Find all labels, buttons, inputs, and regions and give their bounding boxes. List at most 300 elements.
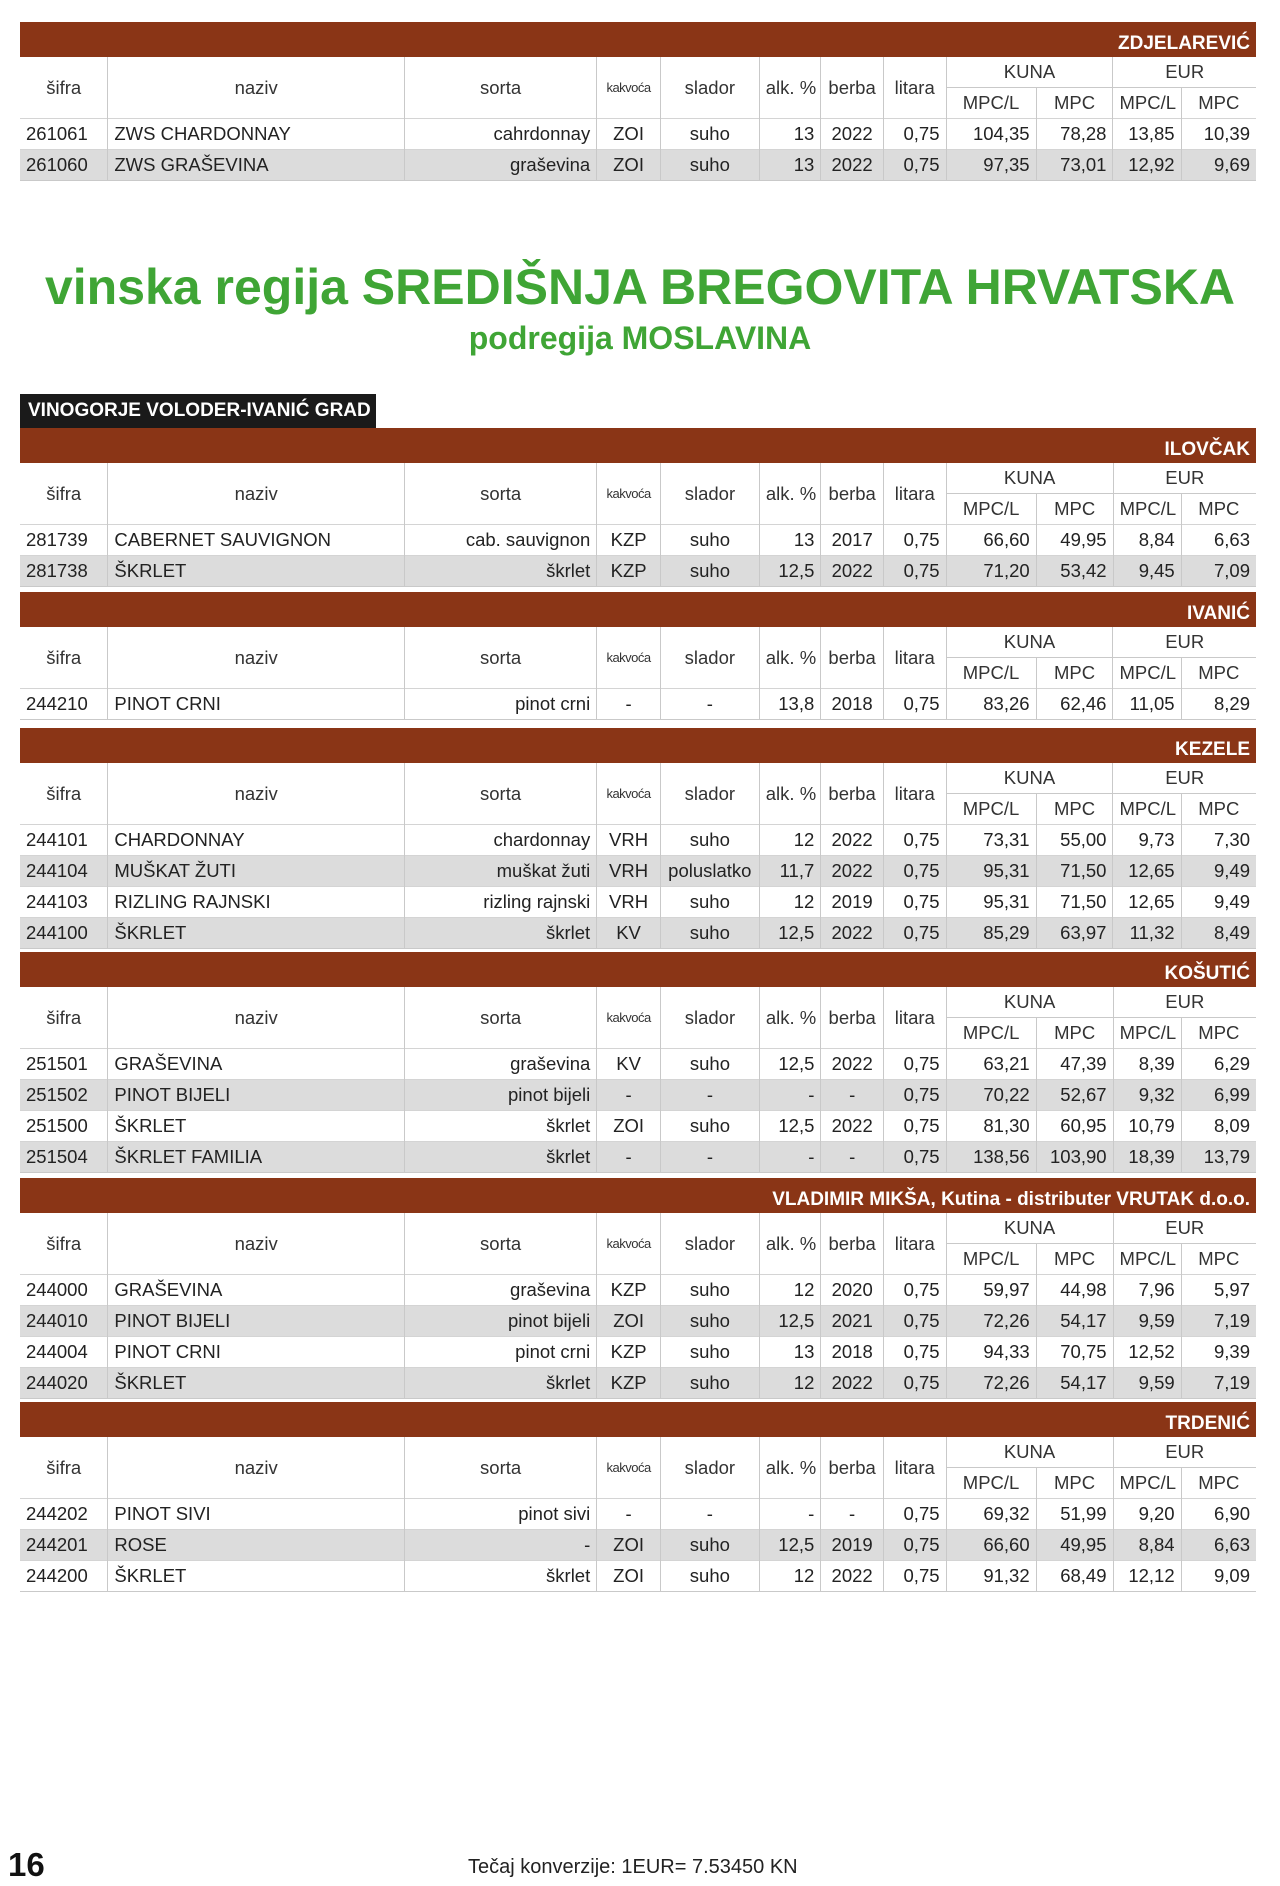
cell-sorta: pinot sivi — [404, 1499, 596, 1530]
col-header-eur-mpc: MPC — [1181, 1244, 1256, 1275]
cell-berba: 2019 — [821, 1530, 884, 1561]
col-header-alk: alk. % — [759, 57, 821, 119]
col-header-sifra: šifra — [20, 987, 108, 1049]
cell-sifra: 261060 — [20, 150, 108, 181]
cell-eur-mpc: 9,69 — [1181, 150, 1256, 181]
cell-berba: 2022 — [821, 1111, 884, 1142]
col-header-sorta: sorta — [405, 987, 597, 1049]
cell-kuna-mpcl: 97,35 — [946, 150, 1036, 181]
cell-alk: 13 — [759, 1337, 821, 1368]
cell-slador: suho — [660, 150, 759, 181]
cell-slador: suho — [661, 1111, 760, 1142]
col-header-alk: alk. % — [759, 1213, 821, 1275]
col-header-eur: EUR — [1165, 467, 1205, 488]
col-header-eur-mpcl: MPC/L — [1113, 1244, 1181, 1275]
table-row — [20, 689, 1256, 720]
col-header-litara: litara — [883, 627, 946, 689]
col-header-sorta: sorta — [405, 463, 597, 525]
col-header-kuna-mpc: MPC — [1036, 88, 1113, 119]
cell-berba: 2022 — [821, 556, 884, 587]
col-header-kuna-mpcl: MPC/L — [946, 1468, 1036, 1499]
col-header-slador: slador — [660, 57, 759, 119]
cell-berba: 2018 — [821, 1337, 884, 1368]
cell-kakvoca: ZOI — [597, 1111, 661, 1142]
col-header-eur-mpc: MPC — [1181, 1468, 1256, 1499]
cell-alk: 12 — [759, 887, 821, 918]
col-header-kakvoca: kakvoća — [597, 987, 661, 1049]
col-header-sifra: šifra — [20, 1213, 108, 1275]
col-header-kuna-mpc: MPC — [1036, 794, 1113, 825]
table-row — [20, 918, 1256, 949]
cell-sifra: 251500 — [20, 1111, 108, 1142]
cell-kuna-mpcl: 95,31 — [946, 856, 1036, 887]
col-header-kuna-mpc: MPC — [1036, 1018, 1113, 1049]
cell-alk: 12 — [759, 1275, 821, 1306]
producer-name: KEZELE — [20, 728, 1256, 763]
col-header-berba: berba — [821, 987, 884, 1049]
col-header-kuna: KUNA — [946, 987, 1113, 1018]
cell-slador: suho — [660, 1368, 759, 1399]
cell-sorta: rizling rajnski — [404, 887, 596, 918]
table-row — [20, 1049, 1256, 1080]
cell-kuna-mpc: 70,75 — [1036, 1337, 1113, 1368]
producer-table — [20, 952, 1256, 1173]
table-row — [20, 856, 1256, 887]
cell-sifra: 281738 — [20, 556, 108, 587]
col-header-litara: litara — [884, 987, 947, 1049]
col-header-eur-mpcl: MPC/L — [1113, 658, 1181, 689]
cell-naziv: ZWS CHARDONNAY — [108, 119, 405, 150]
cell-sifra: 251501 — [20, 1049, 108, 1080]
col-header-kakvoca: kakvoća — [597, 627, 661, 689]
cell-kuna-mpc: 62,46 — [1036, 689, 1113, 720]
cell-sifra: 244004 — [20, 1337, 108, 1368]
cell-alk: - — [759, 1142, 821, 1173]
cell-kuna-mpcl: 66,60 — [946, 1530, 1036, 1561]
cell-naziv: MUŠKAT ŽUTI — [108, 856, 405, 887]
producer-table — [20, 728, 1256, 949]
col-header-slador: slador — [660, 1437, 759, 1499]
table-row — [20, 150, 1256, 181]
col-header-sorta: sorta — [404, 57, 596, 119]
cell-eur-mpcl: 9,59 — [1113, 1306, 1181, 1337]
cell-sorta: graševina — [405, 1275, 597, 1306]
cell-sorta: cahrdonnay — [404, 119, 596, 150]
cell-sifra: 251504 — [20, 1142, 108, 1173]
cell-eur-mpc: 9,39 — [1181, 1337, 1256, 1368]
cell-sorta: graševina — [405, 1049, 597, 1080]
cell-kakvoca: KV — [597, 918, 661, 949]
cell-naziv: PINOT CRNI — [108, 689, 405, 720]
cell-eur-mpc: 9,09 — [1181, 1561, 1256, 1592]
cell-eur-mpcl: 8,84 — [1113, 1530, 1181, 1561]
cell-berba: 2022 — [821, 1049, 884, 1080]
col-header-kakvoca: kakvoća — [597, 1437, 661, 1499]
cell-slador: suho — [660, 1337, 759, 1368]
cell-sorta: škrlet — [405, 556, 597, 587]
cell-naziv: PINOT BIJELI — [108, 1080, 405, 1111]
col-header-kakvoca: kakvoća — [597, 57, 661, 119]
cell-sorta: škrlet — [405, 1111, 597, 1142]
cell-naziv: ŠKRLET — [108, 556, 405, 587]
cell-eur-mpcl: 9,45 — [1113, 556, 1181, 587]
vinogorje-label: VINOGORJE VOLODER-IVANIĆ GRAD — [20, 394, 376, 428]
cell-kuna-mpcl: 66,60 — [946, 525, 1036, 556]
cell-eur-mpc: 8,29 — [1181, 689, 1256, 720]
cell-sorta: škrlet — [404, 918, 596, 949]
cell-litara: 0,75 — [883, 856, 946, 887]
cell-kakvoca: KZP — [597, 1368, 661, 1399]
cell-kuna-mpc: 71,50 — [1036, 887, 1113, 918]
col-header-alk: alk. % — [759, 463, 821, 525]
page-number: 16 — [8, 1846, 45, 1883]
cell-sorta: škrlet — [404, 1561, 596, 1592]
cell-kuna-mpcl: 85,29 — [946, 918, 1036, 949]
col-header-berba: berba — [821, 463, 884, 525]
cell-sifra: 251502 — [20, 1080, 108, 1111]
cell-litara: 0,75 — [883, 1275, 946, 1306]
cell-slador: - — [661, 1142, 760, 1173]
table-row — [20, 1337, 1256, 1368]
cell-kuna-mpc: 73,01 — [1036, 150, 1113, 181]
col-header-eur-mpc: MPC — [1181, 794, 1256, 825]
cell-slador: suho — [660, 825, 759, 856]
cell-berba: 2022 — [821, 1561, 884, 1592]
cell-eur-mpc: 7,09 — [1181, 556, 1256, 587]
producer-name: KOŠUTIĆ — [20, 952, 1256, 987]
cell-alk: 13 — [759, 119, 821, 150]
producer-table — [20, 428, 1256, 587]
cell-naziv: CHARDONNAY — [108, 825, 405, 856]
col-header-litara: litara — [883, 763, 946, 825]
cell-kakvoca: ZOI — [597, 1530, 661, 1561]
col-header-eur-mpc: MPC — [1181, 494, 1256, 525]
cell-kuna-mpcl: 59,97 — [946, 1275, 1036, 1306]
cell-litara: 0,75 — [884, 1080, 947, 1111]
cell-alk: - — [759, 1499, 821, 1530]
cell-alk: 12,5 — [759, 556, 821, 587]
table-row — [20, 825, 1256, 856]
col-header-litara: litara — [883, 57, 946, 119]
cell-naziv: ZWS GRAŠEVINA — [108, 150, 405, 181]
table-row — [20, 1368, 1256, 1399]
cell-sifra: 281739 — [20, 525, 108, 556]
cell-eur-mpcl: 18,39 — [1113, 1142, 1181, 1173]
col-header-eur: EUR — [1165, 1217, 1205, 1238]
subregion-title: podregija MOSLAVINA — [468, 320, 812, 356]
col-header-kuna-mpc: MPC — [1036, 494, 1113, 525]
table-row — [20, 1561, 1256, 1592]
cell-kuna-mpc: 44,98 — [1036, 1275, 1113, 1306]
cell-slador: - — [661, 1080, 760, 1111]
cell-litara: 0,75 — [884, 1049, 947, 1080]
table-row — [20, 1142, 1256, 1173]
col-header-kuna-mpc: MPC — [1036, 1468, 1113, 1499]
col-header-kuna: KUNA — [946, 463, 1113, 494]
cell-litara: 0,75 — [883, 1337, 946, 1368]
cell-eur-mpc: 6,63 — [1181, 525, 1256, 556]
cell-sifra: 244100 — [20, 918, 108, 949]
cell-litara: 0,75 — [883, 825, 946, 856]
cell-berba: - — [821, 1142, 884, 1173]
cell-alk: 12 — [759, 1561, 821, 1592]
col-header-eur: EUR — [1165, 631, 1205, 652]
col-header-kuna-mpc: MPC — [1036, 1244, 1113, 1275]
region-title: vinska regija SREDIŠNJA BREGOVITA HRVATSKA — [44, 259, 1236, 315]
cell-berba: - — [821, 1080, 884, 1111]
col-header-naziv: naziv — [108, 1437, 405, 1499]
cell-alk: 12,5 — [759, 918, 821, 949]
cell-eur-mpc: 7,19 — [1181, 1306, 1256, 1337]
cell-slador: suho — [660, 119, 759, 150]
producer-table — [20, 22, 1256, 181]
cell-alk: 12 — [759, 825, 821, 856]
cell-eur-mpcl: 12,92 — [1113, 150, 1181, 181]
cell-berba: 2022 — [821, 119, 884, 150]
table-row — [20, 1530, 1256, 1561]
cell-kuna-mpc: 55,00 — [1036, 825, 1113, 856]
cell-alk: 12,5 — [759, 1049, 821, 1080]
cell-kakvoca: VRH — [597, 825, 661, 856]
col-header-kakvoca: kakvoća — [597, 763, 661, 825]
table-row — [20, 556, 1256, 587]
col-header-naziv: naziv — [108, 463, 405, 525]
cell-sifra: 244010 — [20, 1306, 108, 1337]
cell-slador: poluslatko — [660, 856, 759, 887]
cell-kuna-mpcl: 70,22 — [946, 1080, 1036, 1111]
cell-eur-mpc: 9,49 — [1181, 856, 1256, 887]
cell-sorta: chardonnay — [404, 825, 596, 856]
cell-kuna-mpc: 54,17 — [1036, 1368, 1113, 1399]
cell-berba: 2022 — [821, 856, 884, 887]
cell-sorta: škrlet — [405, 1142, 597, 1173]
cell-kakvoca: KZP — [597, 1337, 661, 1368]
cell-sorta: pinot bijeli — [405, 1306, 597, 1337]
col-header-kuna: KUNA — [946, 57, 1113, 88]
col-header-kakvoca: kakvoća — [597, 1213, 661, 1275]
cell-eur-mpcl: 9,20 — [1113, 1499, 1181, 1530]
cell-eur-mpcl: 12,65 — [1113, 887, 1181, 918]
table-row — [20, 1080, 1256, 1111]
col-header-sifra: šifra — [20, 1437, 108, 1499]
cell-alk: - — [759, 1080, 821, 1111]
col-header-eur: EUR — [1165, 61, 1205, 82]
col-header-berba: berba — [821, 1213, 884, 1275]
col-header-eur-mpc: MPC — [1181, 658, 1256, 689]
cell-kakvoca: KV — [597, 1049, 661, 1080]
col-header-sifra: šifra — [20, 57, 108, 119]
cell-naziv: ŠKRLET FAMILIA — [108, 1142, 405, 1173]
col-header-berba: berba — [821, 1437, 884, 1499]
col-header-slador: slador — [660, 627, 759, 689]
cell-litara: 0,75 — [883, 1499, 946, 1530]
cell-slador: suho — [660, 1275, 759, 1306]
col-header-eur-mpc: MPC — [1181, 88, 1256, 119]
cell-eur-mpc: 6,29 — [1181, 1049, 1256, 1080]
col-header-kuna: KUNA — [946, 763, 1113, 794]
col-header-alk: alk. % — [759, 763, 821, 825]
table-row — [20, 1499, 1256, 1530]
table-row — [20, 887, 1256, 918]
cell-eur-mpcl: 12,65 — [1113, 856, 1181, 887]
cell-sifra: 244101 — [20, 825, 108, 856]
cell-berba: 2020 — [821, 1275, 884, 1306]
cell-kuna-mpcl: 81,30 — [946, 1111, 1036, 1142]
cell-kuna-mpcl: 95,31 — [946, 887, 1036, 918]
table-row — [20, 119, 1256, 150]
cell-kakvoca: ZOI — [597, 119, 661, 150]
cell-kuna-mpcl: 94,33 — [946, 1337, 1036, 1368]
cell-eur-mpcl: 12,52 — [1113, 1337, 1181, 1368]
cell-berba: - — [821, 1499, 884, 1530]
table-row — [20, 525, 1256, 556]
col-header-kuna: KUNA — [946, 1437, 1113, 1468]
cell-sorta: škrlet — [405, 1368, 597, 1399]
col-header-alk: alk. % — [759, 987, 821, 1049]
cell-kuna-mpc: 60,95 — [1036, 1111, 1113, 1142]
cell-kuna-mpc: 47,39 — [1036, 1049, 1113, 1080]
col-header-kakvoca: kakvoća — [597, 463, 661, 525]
col-header-naziv: naziv — [108, 1213, 405, 1275]
col-header-naziv: naziv — [108, 627, 405, 689]
cell-kakvoca: - — [597, 1499, 661, 1530]
cell-eur-mpcl: 7,96 — [1113, 1275, 1181, 1306]
cell-eur-mpc: 10,39 — [1181, 119, 1256, 150]
cell-litara: 0,75 — [883, 918, 946, 949]
cell-kuna-mpcl: 69,32 — [946, 1499, 1036, 1530]
cell-kuna-mpcl: 63,21 — [946, 1049, 1036, 1080]
cell-sifra: 244201 — [20, 1530, 108, 1561]
cell-berba: 2022 — [821, 825, 884, 856]
cell-slador: suho — [660, 1306, 759, 1337]
cell-alk: 13 — [759, 525, 821, 556]
cell-kakvoca: - — [597, 689, 661, 720]
cell-alk: 12 — [759, 1368, 821, 1399]
col-header-kuna-mpcl: MPC/L — [946, 494, 1036, 525]
col-header-eur-mpcl: MPC/L — [1113, 1468, 1181, 1499]
col-header-sifra: šifra — [20, 463, 108, 525]
cell-eur-mpc: 7,30 — [1181, 825, 1256, 856]
cell-naziv: GRAŠEVINA — [108, 1275, 405, 1306]
cell-eur-mpc: 5,97 — [1181, 1275, 1256, 1306]
cell-kuna-mpc: 68,49 — [1036, 1561, 1113, 1592]
cell-alk: 11,7 — [759, 856, 821, 887]
cell-alk: 12,5 — [759, 1306, 821, 1337]
cell-eur-mpc: 7,19 — [1181, 1368, 1256, 1399]
cell-litara: 0,75 — [883, 150, 946, 181]
cell-sifra: 261061 — [20, 119, 108, 150]
cell-litara: 0,75 — [883, 887, 946, 918]
col-header-kuna-mpc: MPC — [1036, 658, 1113, 689]
col-header-sifra: šifra — [20, 627, 108, 689]
table-row — [20, 1275, 1256, 1306]
cell-berba: 2022 — [821, 918, 884, 949]
cell-eur-mpc: 6,99 — [1181, 1080, 1256, 1111]
cell-litara: 0,75 — [883, 1530, 946, 1561]
col-header-eur-mpcl: MPC/L — [1113, 494, 1181, 525]
col-header-eur: EUR — [1165, 1441, 1205, 1462]
col-header-berba: berba — [821, 763, 884, 825]
cell-kuna-mpc: 103,90 — [1036, 1142, 1113, 1173]
table-row — [20, 1111, 1256, 1142]
col-header-slador: slador — [660, 1213, 759, 1275]
cell-kuna-mpc: 52,67 — [1036, 1080, 1113, 1111]
cell-litara: 0,75 — [884, 1111, 947, 1142]
cell-sifra: 244210 — [20, 689, 108, 720]
cell-eur-mpcl: 11,32 — [1113, 918, 1181, 949]
cell-naziv: CABERNET SAUVIGNON — [108, 525, 405, 556]
col-header-litara: litara — [883, 1213, 946, 1275]
cell-slador: suho — [661, 556, 760, 587]
cell-litara: 0,75 — [884, 525, 947, 556]
cell-slador: - — [660, 689, 759, 720]
cell-sifra: 244103 — [20, 887, 108, 918]
col-header-eur: EUR — [1165, 767, 1205, 788]
cell-kuna-mpcl: 73,31 — [946, 825, 1036, 856]
cell-eur-mpcl: 9,73 — [1113, 825, 1181, 856]
col-header-litara: litara — [883, 1437, 946, 1499]
col-header-berba: berba — [821, 627, 884, 689]
cell-naziv: RIZLING RAJNSKI — [108, 887, 405, 918]
col-header-eur-mpcl: MPC/L — [1113, 794, 1181, 825]
col-header-naziv: naziv — [108, 763, 405, 825]
cell-naziv: ROSE — [108, 1530, 405, 1561]
cell-kakvoca: ZOI — [597, 1306, 661, 1337]
cell-naziv: ŠKRLET — [108, 1561, 405, 1592]
cell-litara: 0,75 — [884, 556, 947, 587]
col-header-kuna: KUNA — [946, 627, 1113, 658]
cell-alk: 13 — [759, 150, 821, 181]
cell-slador: suho — [661, 1049, 760, 1080]
cell-eur-mpcl: 8,84 — [1113, 525, 1181, 556]
cell-sorta: cab. sauvignon — [405, 525, 597, 556]
col-header-litara: litara — [884, 463, 947, 525]
cell-eur-mpcl: 12,12 — [1113, 1561, 1181, 1592]
producer-table — [20, 1402, 1256, 1592]
cell-naziv: ŠKRLET — [108, 918, 405, 949]
cell-kuna-mpcl: 72,26 — [946, 1368, 1036, 1399]
cell-kakvoca: ZOI — [597, 150, 661, 181]
cell-kakvoca: KZP — [597, 1275, 661, 1306]
cell-kuna-mpc: 54,17 — [1036, 1306, 1113, 1337]
cell-kuna-mpcl: 83,26 — [946, 689, 1036, 720]
cell-slador: suho — [660, 1561, 759, 1592]
cell-slador: - — [660, 1499, 759, 1530]
cell-kakvoca: ZOI — [597, 1561, 661, 1592]
cell-litara: 0,75 — [883, 1368, 946, 1399]
col-header-kuna-mpcl: MPC/L — [946, 794, 1036, 825]
cell-sorta: pinot crni — [404, 689, 596, 720]
cell-eur-mpc: 9,49 — [1181, 887, 1256, 918]
col-header-kuna-mpcl: MPC/L — [946, 1244, 1036, 1275]
cell-kuna-mpcl: 72,26 — [946, 1306, 1036, 1337]
col-header-kuna-mpcl: MPC/L — [946, 88, 1036, 119]
cell-naziv: PINOT BIJELI — [108, 1306, 405, 1337]
col-header-eur-mpcl: MPC/L — [1113, 88, 1181, 119]
col-header-eur-mpc: MPC — [1181, 1018, 1256, 1049]
cell-slador: suho — [661, 525, 760, 556]
cell-kakvoca: VRH — [597, 856, 661, 887]
cell-eur-mpc: 8,49 — [1181, 918, 1256, 949]
cell-litara: 0,75 — [883, 1561, 946, 1592]
cell-kuna-mpc: 78,28 — [1036, 119, 1113, 150]
cell-slador: suho — [660, 918, 759, 949]
cell-sorta: pinot crni — [405, 1337, 597, 1368]
producer-table — [20, 592, 1256, 720]
cell-litara: 0,75 — [883, 119, 946, 150]
col-header-slador: slador — [661, 463, 760, 525]
col-header-slador: slador — [660, 763, 759, 825]
